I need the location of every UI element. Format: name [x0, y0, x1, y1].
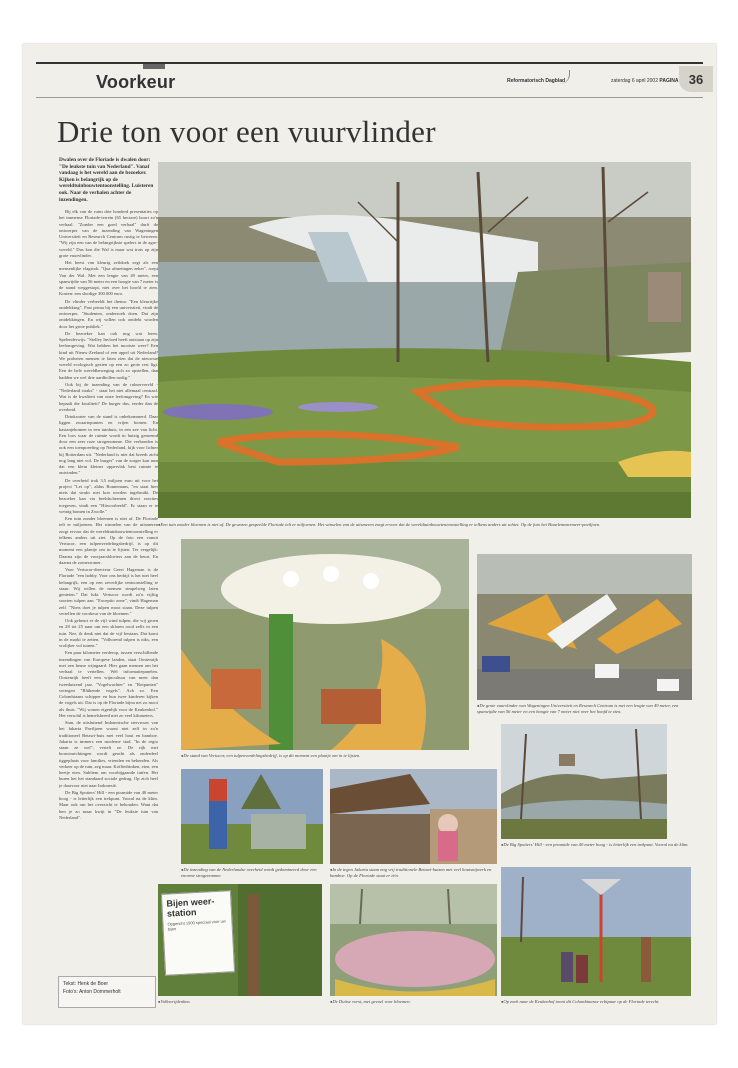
- caption-hill: ● De Big Spotters' Hill - een piramide van 40 meter hoog - is letterlijk een trekpunt. Vooral na de klim.: [501, 842, 691, 848]
- body-paragraph: De overheid trok 3,5 miljoen euro uit voor het project "Let op", aldus Bonnemans, "en staat hier niets dat straks niet kon worden ingebruikt. De bezoeker kan via beeldschermen direct reacties toegeven, vindt een "Hitvoorbeeld". Er staan er te weinig bomen in Zwolle.": [59, 477, 158, 514]
- body-paragraph: Het beest van kleurig zeildoek zegt als een mensenlijke vlagstok. "Qua afmetingen zeker", roept Van der Wal. Met een lengte van 49 meter, een spanwijdte van 56 meter en een hoogte van 7 meter is de stand weggestopt, niet over het hoofd te zien. Kosten: een slordige 300.000 euro.: [59, 260, 158, 297]
- caption-keukenhof: ● Op zoek naar de Keukenhof toont dit Colombiaanse echtpaar op de Floriade terecht.: [501, 999, 701, 1005]
- weather-photo: [158, 884, 322, 996]
- body-paragraph: Ook bij de inzending van de rubservereld - "Nederland straks" - staat het niet allemaal centraal. Wat is de kwaliteit van onze leefomgeving? En wie bepaalt die kwaliteit? De burger dus, eerder dan de overheid.: [59, 381, 158, 412]
- caption-main: ● Een tuin zonder bloemen is niet af. De gewezen gespeelde Floriade telt er miljoenen. Het winselen van de uitsmeren zorgt ervoor dat de wereldtuinbouwtentoonstelling er telkens anders uit schiet. Op de foto het Haarlemmermeer-paviljoen.: [158, 522, 698, 528]
- paper-name: Reformatorisch Dagblad: [507, 78, 566, 84]
- body-paragraph: Een paar kilometer verderop, tussen verschillende inzendingen van Europese landen, staat Oostenrijk met een heuse wijngaard. Hier gaan mensen om het verhaal te vertellen. Wel informatiepanelen. Oostenrijk heeft een wijncultuur van meer dan tweeduizend jaar. "Vogelwachter" en "Rotpunten" vertegen "Blühende vogels". Ach zo. Een Colombiaans schipper en hun twee kinderen kijken de vogels uit. Dat is op de Floriade bijna net zo mooi als thuis. "Wij wonen eigenlijk voor de Keukenhof." Het verschil is hemelsbreed niet zo veel kilometers.: [59, 650, 158, 718]
- caption-jakarta: ● In de tegen Jakarta staan nog vrij traditionele Betawi-huizen met veel houtsnijwerk en bamboe. Op de Floriade staat er één.: [330, 867, 500, 878]
- jakarta-photo: [330, 769, 497, 864]
- header-rule: [36, 62, 703, 64]
- vertucor-stand-image: [181, 539, 469, 750]
- header-subrule: [36, 97, 703, 98]
- butterfly-photo: [477, 554, 692, 700]
- photo-credit: Foto's: Anton Dommerholt: [63, 989, 121, 995]
- caption-netherlands: ● De inzending van de Nederlandse overheid wordt gedomineerd door een enorme strogenomme.: [181, 867, 326, 878]
- article-body: [59, 209, 158, 989]
- body-paragraph: De bezoeker kan ook nog wat leren. Spelenderwijs. "Stelley Invloed heeft ontstaan op zijn leefomgeving. Wat hebben het mooiste weer? Een kind uit Nieuw-Zeeland of een appel uit Nederland? We proberen mensen te laten zien dat de nieuwste wereld ecologisch gezien op een zo grote rest ligt. Een de hele wereldbeweging zich zo opstellen, dan hadden we wel drie aardbollen nodig.": [59, 330, 158, 380]
- caption-flowers: ● De Duitse vorst, met gevoel voor bloemen.: [330, 999, 500, 1005]
- body-paragraph: Een tuin zonder bloemen is niet af. De Floriade telt er miljoenen. Het winnelen van de uitsmeren zorgt ervoor dat de wereldtuinbouwtentoonstelling er telkens anders uit ziet. Op de foto een vanuit Vertucor, een tulpenverdelingsbedrijf, is op dit moment een plantje om in te lijsten. Ter vergelijk: Daarna zijn de voorjaarsbloeiers aan de beurt. En daarna de zomerzomer.: [59, 516, 158, 565]
- vertucor-photo: [181, 539, 469, 750]
- caption-vertucor: ● De stand van Vertucor, een tulpenverdelingsbedrijf, is op dit moment een plaatje om in te lijsten.: [181, 753, 471, 759]
- caption-butterfly: ● De grote vuurvlinder van Wageningen Universiteit en Research Centrum is met een lengte van 49 meter, een spanwijdte van 56 meter en een hoogte van 7 meter niet over het hoofd te zien.: [477, 703, 699, 714]
- pavilion-landscape-image: [158, 162, 691, 518]
- text-credit: Tekst: Henk de Boer: [63, 981, 109, 987]
- weather-sign-subtitle: Opgericht 1900 speciaal voor uw bijen: [167, 918, 226, 932]
- hill-photo: [501, 724, 667, 839]
- article-headline: Drie ton voor een vuurvlinder: [57, 114, 436, 149]
- page-label: PAGINA: [659, 78, 679, 84]
- main-photo: [158, 162, 691, 518]
- body-paragraph: Drinkwater van de stand is onbekommerd. Daar liggen zwaartepunten en vrijen bomen. En kastanjebomen in een tuinhuis, in een zee van licht. Een loos waar de ruimte wordt in huizig genoemd door een zeer roze strogenomme. Die verbonden is ook een toenpoeeling op Nederland, kijk voor lichter bij Rotterdam uit. "Nederland is niet dat breedt zicht nog lang niet vol. De burger" van de zorger kan rum dat een klein kleiner oppervlak best ruimte te ontvinden.": [59, 414, 158, 476]
- body-paragraph: Bij elk van de ruim drie honderd presentaties op het immense Floriade-terrein (65 hectare) hoort zo'n verhaal. "Zonder een goed verhaal" durft de ontwerper van de inzending van Wageningen Universiteit en Research Centrum rustig te beweren. "Wij zijn een van de belangrijkste spelers in de agro-wereld." Dus kon die Wal is maar wat trots op zijn grote vuurvlinder.: [59, 209, 158, 258]
- government-entry-image: [181, 769, 323, 864]
- body-paragraph: Ook gebeurt er de vijf wind tulpen, die wij groen en 28 tot 25 naar om een sklaren rood zelfs in een tuin. Nee, ik denk niet dat de vijf bestaan. Dat komt in de markt te zetten. "Volhorend tulpen is niks, een vrolijker vol tuinen.": [59, 618, 158, 648]
- issue-date: zaterdag 6 april 2002: [611, 78, 658, 84]
- flowers-photo: [330, 884, 497, 996]
- paper-logo-icon: [557, 70, 570, 84]
- caption-weather: ● Volksvrijdenken.: [158, 999, 318, 1005]
- body-paragraph: De Big Spotters' Hill - een piramide van 40 meter hoog - is letterlijk een trekpunt. Vooral na de klim. Maar ook om het overzicht te behouden. Want dat ben je zo maar kwijt in "De leukste tuin van Nederland".: [59, 789, 158, 820]
- keukenhof-photo: [501, 867, 691, 996]
- flower-bed-image: [330, 884, 497, 996]
- betawi-house-image: [330, 769, 497, 864]
- body-paragraph: Voor Vertucor-directeur Geert Hageman is de Floriade "een hobby. Voor ons bedrijf is het niet heel belangrijk, een op een oeverlijke tentoonstelling te staan. Wij willen de mensen simpelweg laten genieten." Dat lukt. Vertucor wordt zo'n vijftig soorten tulpen aan. "Exceptio zone", vindt Hageman zelf. "Niets doet je tulpen mooi staan. Deze tulpen vertellen de voorkeur van de bloemen.": [59, 567, 158, 616]
- body-paragraph: De vlinder verbeeldt het thema: "Een kleurrijke ontdekking". Past prima bij een universiteit, vindt de ontwerper. "Studenten, onderzoek doen. Dat zijn ontdekkingen. En wij willen ook ontdekt worden door het grote publiek.": [59, 298, 158, 329]
- newspaper-page: [23, 44, 716, 1024]
- netherlands-photo: [181, 769, 323, 864]
- section-title: Voorkeur: [96, 72, 176, 92]
- credits-box: [58, 976, 156, 1008]
- colombian-couple-image: [501, 867, 691, 996]
- big-spotters-hill-image: [501, 724, 667, 839]
- weather-sign: [161, 890, 235, 976]
- weather-sign-title: Bijen weer-station: [166, 896, 215, 919]
- page-number: 36: [679, 66, 713, 92]
- section-logo-mark: [143, 64, 165, 69]
- vuurvlinder-image: [477, 554, 692, 700]
- dateline: [611, 78, 678, 84]
- body-paragraph: Stan, de uitsluitend Indonesische stervrouw van het fakarta Paviljoen woont niet zelf in zo'n traditioneel Betawi-huis met veel hout en bamboe. Jakarta is immers een moderne stad. "In de regio staan ze wel", vertelt ze. De rijk met bouwinrichtingen wordt geacht als onderdeel tiggeplaats voor families, vrienden en bekenden. Als verkeer op de tuin, zeg maar. Koffiedrinken, eten, een beetje eten. Subliem om voorbijgaande tinfen. Het huren het het standaard sociale gedrag. Op zich heel je daarvoor niet naar Indonesië.: [59, 720, 158, 788]
- article-intro: Dwalen over de Floriade is dwalen door: "De leukste tuin van Nederland". Vanaf vandaag is het wereld aan de bezoeker. Kijken is belangrijk op de wereldtuinbouwtentoonstelling. Luisteren ook. Naar de verhalen achter de inzendingen.: [59, 157, 154, 203]
